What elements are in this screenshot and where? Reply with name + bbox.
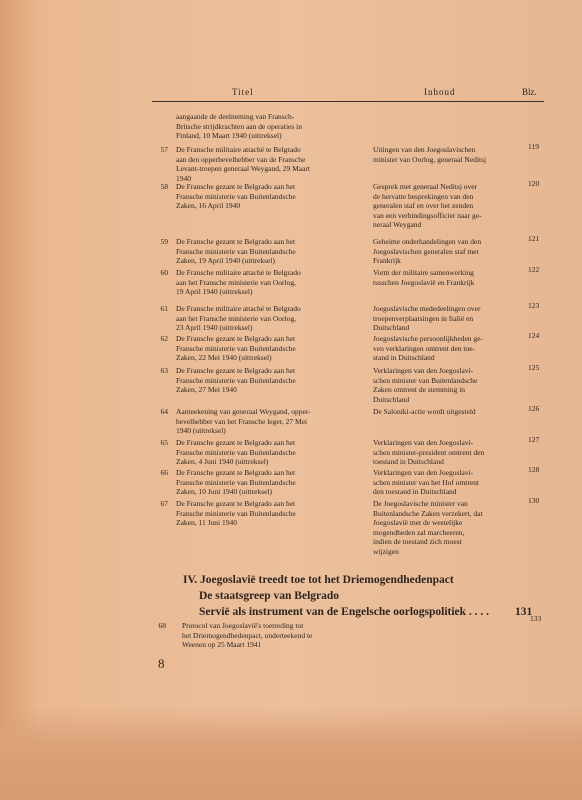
page-bottom-shadow	[0, 706, 582, 800]
continuation-line: Britsche strijdkrachten aan de operaties in	[176, 121, 302, 131]
entry-title-line: Fransche ministerie van Buitenlandsche	[176, 343, 296, 353]
entry-title-line: De Fransche gezant te Belgrado aan het	[176, 334, 296, 343]
header-titel: Titel	[232, 87, 254, 97]
entry-title-line: Aanteekening van generaal Weygand, opper-	[176, 407, 311, 416]
entry-content-line: schen minister van het Hof omtrent	[373, 477, 480, 487]
entry-content-line: Verklaringen van den Joegoslavi-	[373, 468, 474, 477]
entry-title-line: Zaken, 4 Juni 1940 (uittreksel)	[176, 457, 269, 467]
entry-content-line: Joegoslavië met de westelijke	[373, 518, 463, 528]
entry-page: 124	[528, 331, 540, 340]
entry-number: 59	[160, 237, 168, 246]
entry-number: 62	[160, 334, 168, 343]
entry-title-line: het Driemogendhedenpact, onderteekend te	[182, 630, 313, 640]
entry-content-line: Gesprek met generaal Neditsj over	[373, 182, 478, 191]
entry-title-line: Fransche ministerie van Buitenlandsche	[176, 191, 296, 201]
entry-title-line: Fransche ministerie van Buitenlandsche	[176, 447, 296, 457]
entry-title-line: De Fransche gezant te Belgrado aan het	[176, 182, 296, 191]
entry-title-line: bevelhebber van het Fransche leger, 27 Mei	[176, 416, 308, 426]
entry-content-line: schen minister van Buitenlandsche	[373, 375, 478, 385]
entry-title-line: aan het Fransche ministerie van Oorlog,	[176, 277, 296, 287]
entry-content-line: ven verklaringen omtrent den toe-	[373, 343, 476, 353]
entry-title-line: Zaken, 10 Juni 1940 (uittreksel)	[176, 487, 273, 497]
entry-content-line: Duitschland	[373, 394, 410, 404]
entry-content-line: den toestand in Duitschland	[373, 487, 457, 497]
entry-number: 68	[158, 621, 166, 630]
entry-title-line: Zaken, 19 April 1940 (uittreksel)	[176, 256, 275, 266]
entry-content-line: Buitenlandsche Zaken verzekert, dat	[373, 508, 483, 518]
section-page: 131	[515, 606, 533, 618]
entry-title-line: Fransche ministerie van Buitenlandsche	[176, 246, 296, 256]
entry-title-line: De Fransche gezant te Belgrado aan het	[176, 438, 296, 447]
entry-page: 125	[528, 363, 540, 372]
entry-title-line: Fransche ministerie van Buitenlandsche	[176, 375, 296, 385]
entry-content-line: mogendheden zal marcheeren,	[373, 527, 465, 537]
header-rule	[152, 101, 544, 102]
continuation-line: Finland, 10 Maart 1940 (uittreksel)	[176, 131, 282, 141]
entry-number: 57	[160, 145, 168, 154]
entry-page: 126	[528, 404, 540, 413]
entry-title-line: 23 April 1940 (uittreksel)	[176, 323, 253, 333]
entry-title-line: De Fransche gezant te Belgrado aan het	[176, 366, 296, 375]
header-blz: Blz.	[522, 87, 537, 97]
entry-content-line: wijzigen	[373, 547, 399, 556]
entry-title-line: Zaken, 16 April 1940	[176, 201, 241, 211]
entry-content-line: stand in Duitschland	[373, 353, 435, 363]
entry-title-line: De Fransche militaire attaché te Belgrado	[176, 145, 301, 154]
entry-content-line: minister van Oorlog, generaal Neditsj	[373, 154, 487, 164]
entry-number: 65	[160, 438, 168, 447]
entry-page: 119	[528, 142, 539, 151]
entry-page: 128	[528, 465, 540, 474]
entry-title-line: Weenen op 25 Maart 1941	[182, 640, 262, 650]
entry-number: 61	[160, 304, 168, 313]
page-number: 8	[158, 656, 165, 671]
entry-page: 127	[528, 435, 540, 444]
entry-title-line: Zaken, 27 Mei 1940	[176, 385, 237, 395]
entry-content-line: toestand in Duitschland	[373, 457, 444, 467]
entry-title-line: Fransche ministerie van Buitenlandsche	[176, 508, 296, 518]
entry-page: 120	[528, 179, 540, 188]
entry-content-line: schen minister-president omtrent den	[373, 447, 485, 457]
entry-content-line: Geheime onderhandelingen van den	[373, 237, 482, 246]
entry-page: 121	[528, 234, 540, 243]
entry-content-line: Frankrijk	[373, 256, 401, 266]
entry-content-line: Verklaringen van den Joegoslavi-	[373, 366, 474, 375]
entry-content-line: troepenverplaatsingen in Italië en	[373, 313, 474, 323]
entry-title-line: De Fransche militaire attaché te Belgrado	[176, 304, 301, 313]
entry-content-line: Verklaringen van den Joegoslavi-	[373, 438, 474, 447]
entry-number: 64	[160, 407, 168, 416]
header-inhoud: Inhoud	[424, 87, 456, 97]
entry-content-line: Joegoslavische mededeelingen over	[373, 304, 481, 313]
entry-content-line: Vorm der militaire samenwerking	[373, 268, 474, 277]
entry-number: 58	[160, 182, 168, 191]
entry-title-line: 1940	[176, 173, 191, 183]
entry-title-line: De Fransche gezant te Belgrado aan het	[176, 499, 296, 508]
entry-title-line: De Fransche gezant te Belgrado aan het	[176, 237, 296, 246]
entry-page: 130	[528, 496, 540, 505]
entry-title-line: Zaken, 22 Mei 1940 (uittreksel)	[176, 353, 272, 363]
entry-content-line: indien de toestand zich moest	[373, 537, 462, 547]
entry-title-line: 19 April 1940 (uittreksel)	[176, 287, 253, 297]
entry-content-line: Joegoslavischen generalen staf met	[373, 246, 479, 256]
entry-content-line: de hervatte besprekingen van den	[373, 191, 474, 201]
entry-content-line: van een verbindingsofficier naar ge-	[373, 210, 482, 220]
entry-content-line: Joegoslavische persoonlijkheden ge-	[373, 334, 483, 343]
entry-content-line: tusschen Joegoslavië en Frankrijk	[373, 277, 475, 287]
entry-number: 60	[160, 268, 168, 277]
page-edge-shadow	[0, 0, 40, 800]
entry-page: 122	[528, 265, 540, 274]
entry-number: 63	[160, 366, 168, 375]
entry-title-line: 1940 (uittreksel)	[176, 426, 226, 436]
entry-title-line: Levant-troepen generaal Weygand, 29 Maart	[176, 164, 310, 174]
entry-number: 67	[160, 499, 168, 508]
entry-number: 66	[160, 468, 168, 477]
entry-content-line: Zaken omtrent de stemming in	[373, 385, 466, 395]
entry-content-line: De Joegoslavische minister van	[373, 499, 468, 508]
entry-content-line: Uitingen van den Joegoslavischen	[373, 145, 476, 154]
entry-page: 133	[530, 614, 542, 623]
entry-title-line: Protocol van Joegoslavië's toetreding tot	[182, 621, 304, 630]
entry-content-line: neraal Weygand	[373, 220, 422, 230]
section-heading-line: De staatsgreep van Belgrado	[199, 590, 340, 602]
section-heading-line: IV. Joegoslavië treedt toe tot het Driemogendhedenpact	[183, 574, 454, 586]
entry-page: 123	[528, 301, 540, 310]
entry-title-line: aan het Fransche ministerie van Oorlog,	[176, 313, 296, 323]
section-heading-line: Servië als instrument van de Engelsche oorlogspolitiek . . . .	[199, 606, 490, 618]
entry-title-line: De Fransche militaire attaché te Belgrado	[176, 268, 301, 277]
entry-content-line: generalen staf en over het zenden	[373, 201, 474, 211]
continuation-line: aangaande de deelneming van Fransch-	[176, 112, 295, 121]
entry-title-line: aan den opperbevelhebber van de Fransche	[176, 154, 306, 164]
entry-title-line: Zaken, 11 Juni 1940	[176, 518, 237, 528]
entry-title-line: De Fransche gezant te Belgrado aan het	[176, 468, 296, 477]
entry-content-line: De Saloniki-actie wordt uitgesteld	[373, 407, 476, 416]
entry-content-line: Duitschland	[373, 323, 410, 333]
entry-title-line: Fransche ministerie van Buitenlandsche	[176, 477, 296, 487]
